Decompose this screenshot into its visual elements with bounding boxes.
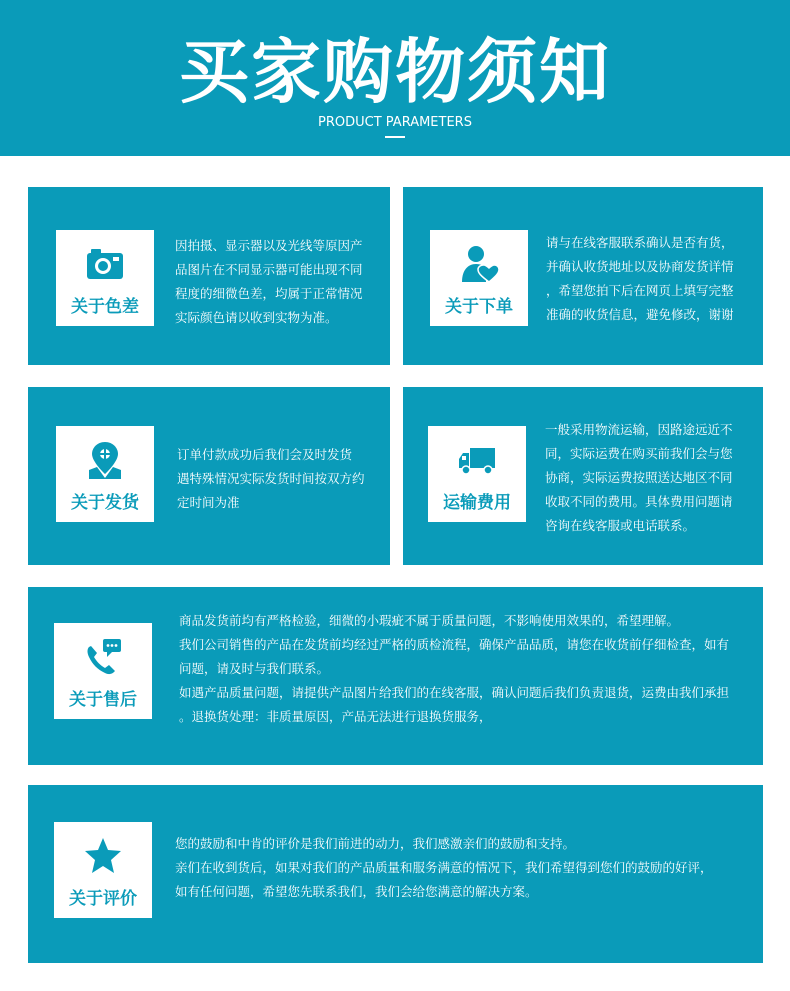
card-shipping-cost xyxy=(403,387,763,565)
icon-box-color-difference xyxy=(56,230,154,326)
user-heart-icon xyxy=(459,244,499,284)
card-label: 关于发货 xyxy=(71,493,139,513)
text-line: 因拍摄、显示器以及光线等原因产 xyxy=(175,238,363,253)
text-line: 如有任何问题，希望您先联系我们，我们会给您满意的解决方案。 xyxy=(175,884,538,899)
card-text xyxy=(175,234,363,330)
card-text xyxy=(177,443,365,515)
text-line: 订单付款成功后我们会及时发货 xyxy=(177,447,353,462)
card-text xyxy=(175,832,713,904)
card-text xyxy=(546,231,734,327)
text-line: 收取不同的费用。具体费用问题请 xyxy=(545,494,733,509)
text-line: 我们公司销售的产品在发货前均经过严格的质检流程，确保产品品质，请您在收货前仔细检查，如有 xyxy=(179,637,730,652)
text-line: 请与在线客服联系确认是否有货， xyxy=(546,235,734,250)
text-line: 亲们在收到货后，如果对我们的产品质量和服务满意的情况下，我们希望得到您们的鼓励的好评， xyxy=(175,860,713,875)
truck-icon xyxy=(457,440,497,480)
page-subtitle: PRODUCT PARAMETERS xyxy=(318,115,472,130)
text-line: ，希望您拍下后在网页上填写完整 xyxy=(546,283,734,298)
card-text xyxy=(545,418,733,538)
text-line: 同，实际运费在购买前我们会与您 xyxy=(545,446,733,461)
text-line: 并确认收货地址以及协商发货详情 xyxy=(546,259,734,274)
card-label: 关于售后 xyxy=(69,690,137,710)
text-line: 程度的细微色差，均属于正常情况 xyxy=(175,286,363,301)
star-icon xyxy=(83,836,123,876)
phone-chat-icon xyxy=(83,637,123,677)
card-label: 运输费用 xyxy=(443,493,511,513)
icon-box-ordering xyxy=(430,230,528,326)
text-line: 定时间为准 xyxy=(177,495,240,510)
text-line: 您的鼓励和中肯的评价是我们前进的动力，我们感激亲们的鼓励和支持。 xyxy=(175,836,576,851)
card-label: 关于下单 xyxy=(445,297,513,317)
text-line: 。退换货处理：非质量原因，产品无法进行退换货服务， xyxy=(179,709,492,724)
text-line: 遇特殊情况实际发货时间按双方约 xyxy=(177,471,365,486)
text-line: 问题，请及时与我们联系。 xyxy=(179,661,330,676)
icon-box-shipping xyxy=(56,426,154,522)
location-pin-icon xyxy=(85,440,125,480)
card-label: 关于评价 xyxy=(69,889,137,909)
card-reviews xyxy=(28,785,763,963)
icon-box-reviews xyxy=(54,822,152,918)
text-line: 实际颜色请以收到实物为准。 xyxy=(175,310,338,325)
text-line: 准确的收货信息，避免修改，谢谢 xyxy=(546,307,734,322)
text-line: 如遇产品质量问题，请提供产品图片给我们的在线客服，确认问题后我们负责退货，运费由我们承担 xyxy=(179,685,730,700)
text-line: 咨询在线客服或电话联系。 xyxy=(545,518,696,533)
icon-box-shipping-cost xyxy=(428,426,526,522)
icon-box-after-sales xyxy=(54,623,152,719)
header-banner xyxy=(0,0,790,156)
camera-icon xyxy=(85,244,125,284)
subtitle-underline xyxy=(385,136,405,138)
card-text xyxy=(179,609,729,729)
text-line: 商品发货前均有严格检验，细微的小瑕疵不属于质量问题，不影响使用效果的，希望理解。 xyxy=(179,613,680,628)
card-label: 关于色差 xyxy=(71,297,139,317)
card-color-difference xyxy=(28,187,390,365)
text-line: 一般采用物流运输，因路途远近不 xyxy=(545,422,733,437)
text-line: 品图片在不同显示器可能出现不同 xyxy=(175,262,363,277)
card-ordering xyxy=(403,187,763,365)
text-line: 协商，实际运费按照送达地区不同 xyxy=(545,470,733,485)
card-shipping xyxy=(28,387,390,565)
card-after-sales xyxy=(28,587,763,765)
page-title: 买家购物须知 xyxy=(179,30,611,113)
